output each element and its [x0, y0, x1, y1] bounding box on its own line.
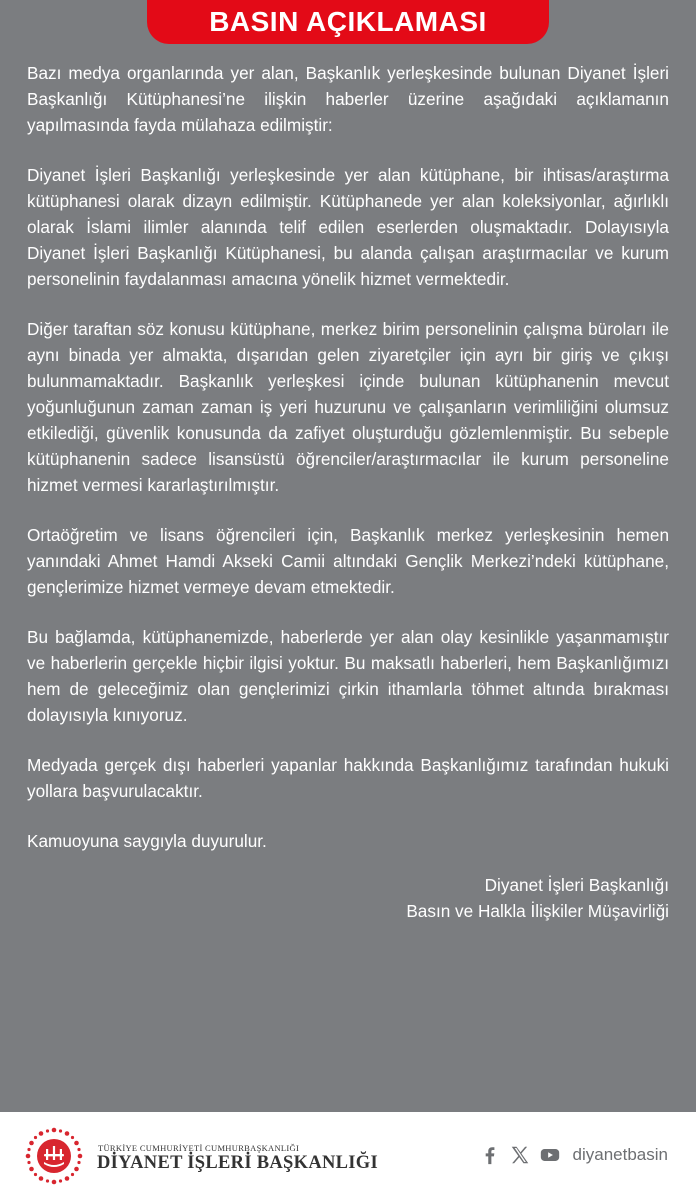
signature-organization: Diyanet İşleri Başkanlığı	[484, 875, 669, 895]
paragraph-4: Ortaöğretim ve lisans öğrencileri için, Başkanlık merkez yerleşkesinin hemen yanındaki Ahmet Hamdi Akseki Camii altındaki Gençlik Merkezi’ndeki kütüphane, gençlerimize hizmet vermeye devam etmektedir.	[27, 525, 669, 597]
paragraph-6: Medyada gerçek dışı haberleri yapanlar hakkında Başkanlığımız tarafından hukuki yollara başvurulacaktır.	[27, 755, 669, 801]
paragraph-3: Diğer taraftan söz konusu kütüphane, merkez birim personelinin çalışma büroları ile aynı binada yer almakta, dışarıdan gelen ziyaretçiler için ayrı bir giriş ve çıkışı bulunmamaktadır. Başkanlık yerleşkesi içinde bulunan kütüphanenin mevcut yoğunluğunun zaman zaman iş yeri huzurunu ve çalışanların verimliliğini olumsuz etkilediği, güvenlik konusunda da zafiyet oluşturduğu gözlemlenmiştir. Bu sebeple kütüphanenin sadece lisansüstü öğrenciler/araştırmacılar ile kurum personeline hizmet vermesi kararlaştırılmıştır.	[27, 319, 669, 495]
footer	[0, 1112, 696, 1200]
signature-block	[27, 872, 669, 924]
paragraph-5: Bu bağlamda, kütüphanemizde, haberlerde yer alan olay kesinlikle yaşanmamıştır ve haberlerin gerçekle hiçbir ilgisi yoktur. Bu maksatlı haberleri, hem Başkanlığımızı hem de geleceğimiz olan gençlerimizi çirkin ithamlarla töhmet altında bırakması dolayısıyla kınıyoruz.	[27, 627, 669, 725]
diyanet-emblem-icon	[22, 1124, 86, 1188]
x-icon[interactable]	[509, 1144, 531, 1166]
social-handle[interactable]: diyanetbasin	[572, 1145, 668, 1164]
title-banner	[147, 0, 549, 44]
closing-line: Kamuoyuna saygıyla duyurulur.	[27, 831, 267, 851]
facebook-icon[interactable]	[479, 1144, 501, 1166]
youtube-icon[interactable]	[539, 1144, 561, 1166]
social-links	[479, 1144, 668, 1166]
signature-department: Basın ve Halkla İlişkiler Müşavirliği	[406, 901, 669, 921]
paragraph-2: Diyanet İşleri Başkanlığı yerleşkesinde yer alan kütüphane, bir ihtisas/araştırma kütüphanesi olarak dizayn edilmiştir. Kütüphanede yer alan koleksiyonlar, ağırlıklı olarak İslami ilimler alanında telif edilen eserlerden oluşmaktadır. Dolayısıyla Diyanet İşleri Başkanlığı Kütüphanesi, bu alanda çalışan araştırmacılar ve kurum personelinin faydalanması amacına yönelik hizmet vermektedir.	[27, 165, 669, 289]
press-release-body	[27, 60, 669, 924]
logo-presidency-text: TÜRKİYE CUMHURİYETİ CUMHURBAŞKANLIĞI	[98, 1143, 300, 1153]
logo-institution-name: DİYANET İŞLERİ BAŞKANLIĞI	[97, 1153, 378, 1173]
paragraph-1: Bazı medya organlarında yer alan, Başkanlık yerleşkesinde bulunan Diyanet İşleri Başkanlığı Kütüphanesi’ne ilişkin haberler üzerine aşağıdaki açıklamanın yapılmasında fayda mülahaza edilmiştir:	[27, 63, 669, 135]
page-title: BASIN AÇIKLAMASI	[209, 6, 487, 37]
